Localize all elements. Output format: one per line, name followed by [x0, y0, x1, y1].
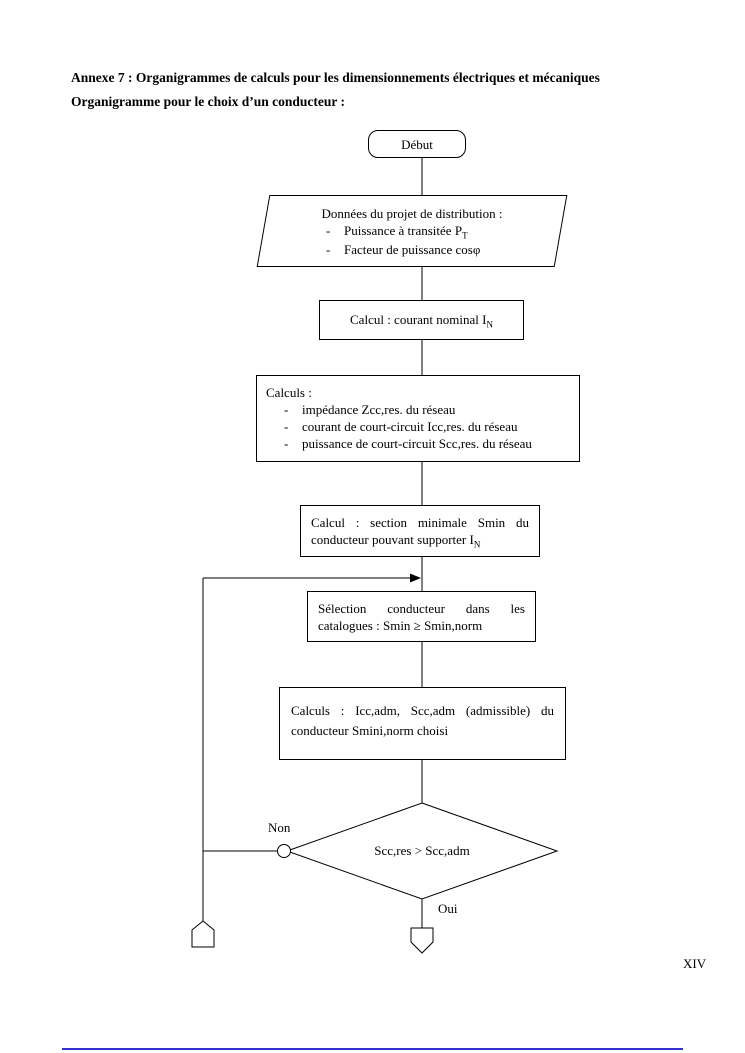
flowchart-subtitle: Organigramme pour le choix d’un conducteur :: [71, 94, 346, 109]
branch-label-non: Non: [268, 820, 291, 835]
decision-node: [287, 803, 557, 899]
start-node: [368, 130, 466, 158]
list-dash: -: [326, 223, 331, 238]
list-item: [284, 418, 575, 435]
list-item: [326, 241, 560, 260]
selection-node: [307, 591, 536, 642]
calc-admissible-node: [279, 687, 566, 760]
data-input-content: [264, 196, 560, 266]
list-dash: -: [284, 419, 289, 434]
list-text: Puissance à transitée $P_T$: [344, 223, 468, 241]
data-input-node: [257, 195, 568, 267]
calc-network-node: [256, 375, 580, 462]
list-text: impédance Zcc,res. du réseau: [302, 402, 456, 417]
annex-title: Annexe 7 : Organigrammes de calculs pour les dimensionnements électriques et mécaniques: [71, 70, 600, 85]
decision-label: Scc,res > Scc,adm: [374, 843, 470, 858]
data-input-list: [264, 222, 560, 259]
calc-network-list: [266, 401, 575, 452]
calc-smin-node: [300, 505, 540, 557]
list-dash: -: [326, 241, 331, 257]
offpage-connector-bottom: [411, 928, 433, 953]
calc-nominal-node: [319, 300, 524, 340]
list-text: courant de court-circuit Icc,res. du réseau: [302, 419, 518, 434]
join-arrowhead-icon: [410, 574, 421, 583]
list-text: Facteur de puissance cosφ: [344, 241, 481, 257]
calc-admissible-label: Calculs : Icc,adm, Scc,adm (admissible) du conducteur Smini,norm choisi: [291, 703, 554, 738]
calc-nominal-label: Calcul : courant nominal $I_N$: [350, 311, 493, 330]
list-text: puissance de court-circuit Scc,res. du réseau: [302, 436, 532, 451]
list-item: [284, 401, 575, 418]
offpage-connector-left: [192, 921, 214, 947]
branch-label-oui: Oui: [438, 901, 458, 916]
footer-rule: [62, 1048, 683, 1050]
list-item: [326, 222, 560, 241]
list-item: [284, 435, 575, 452]
start-label: Début: [401, 136, 433, 152]
selection-label: Sélection conducteur dans les catalogues : Smin ≥ Smin,norm: [318, 601, 525, 633]
data-input-title: Données du projet de distribution :: [321, 206, 503, 221]
list-dash: -: [284, 436, 289, 451]
list-dash: -: [284, 402, 289, 417]
calc-network-title: Calculs :: [266, 385, 312, 400]
calc-smin-label: Calcul : section minimale Smin du conducteur pouvant supporter $I_N$: [311, 515, 529, 550]
page-number: XIV: [683, 956, 707, 971]
